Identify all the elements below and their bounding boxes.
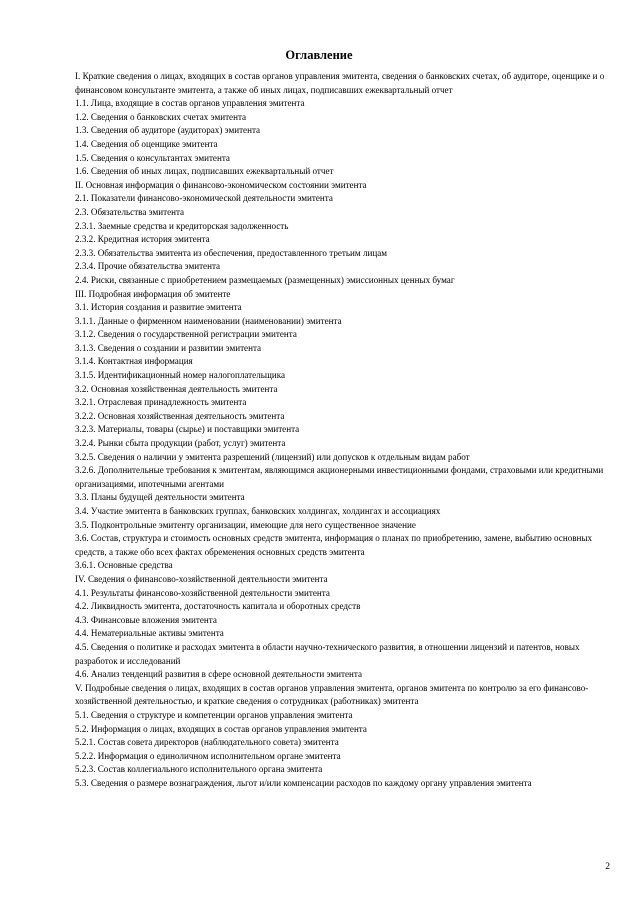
toc-entry: 3.2.5. Сведения о наличии у эмитента разрешений (лицензий) или допусков к отдельным видам работ	[75, 451, 470, 462]
toc-entry: 3.2. Основная хозяйственная деятельность эмитента	[75, 383, 278, 394]
page-number: 2	[605, 862, 610, 872]
toc-entry: 5.1. Сведения о структуре и компетенции органов управления эмитента	[75, 709, 353, 720]
toc-entry: 4.5. Сведения о политике и расходах эмитента в области научно-технического развития, в отношении лицензий и патентов, новых разработок и исследований	[75, 641, 580, 666]
toc-entry: 3.3. Планы будущей деятельности эмитента	[75, 492, 245, 503]
toc-entry: 3.6. Состав, структура и стоимость основных средств эмитента, информация о планах по приобретению, замене, выбытию основных средств, а также обо всех фактах обременения основных средств эмитента	[75, 533, 593, 557]
toc-entry: 3.6.1. Основные средства	[75, 560, 173, 571]
toc-entry: 5.2. Информация о лицах, входящих в состав органов управления эмитента	[75, 723, 367, 734]
table-of-contents	[75, 70, 613, 790]
toc-entry: 3.2.3. Материалы, товары (сырье) и поставщики эмитента	[75, 424, 300, 435]
toc-entry: 1.3. Сведения об аудиторе (аудиторах) эмитента	[75, 125, 261, 136]
toc-entry: I. Краткие сведения о лицах, входящих в состав органов управления эмитента, сведения о банковских счетах, об аудиторе, оценщике и о финансовом консультанте эмитента, а также об иных лицах, подписавших ежеквартальный отчет	[75, 71, 605, 95]
toc-entry: 4.3. Финансовые вложения эмитента	[75, 614, 217, 625]
toc-entry: 3.2.1. Отраслевая принадлежность эмитента	[75, 397, 247, 408]
toc-entry: II. Основная информация о финансово-экономическом состоянии эмитента	[75, 179, 367, 190]
toc-entry: 3.1.1. Данные о фирменном наименовании (наименовании) эмитента	[75, 315, 342, 326]
toc-entry: 1.4. Сведения об оценщике эмитента	[75, 138, 218, 149]
toc-entry: 3.4. Участие эмитента в банковских группах, банковских холдингах, холдингах и ассоциациях	[75, 506, 441, 516]
toc-entry: 3.2.2. Основная хозяйственная деятельность эмитента	[75, 410, 285, 421]
toc-entry: 4.4. Нематериальные активы эмитента	[75, 628, 224, 639]
toc-entry: 4.1. Результаты финансово-хозяйственной деятельности эмитента	[75, 587, 330, 598]
toc-entry: 1.5. Сведения о консультантах эмитента	[75, 152, 230, 163]
toc-entry: 3.1. История создания и развитие эмитента	[75, 302, 242, 313]
toc-entry: 2.3.4. Прочие обязательства эмитента	[75, 261, 221, 272]
toc-entry: 5.2.1. Состав совета директоров (наблюдательного совета) эмитента	[75, 737, 339, 748]
toc-entry: 2.3. Обязательства эмитента	[75, 206, 185, 217]
toc-entry: 3.1.4. Контактная информация	[75, 356, 193, 367]
toc-entry: 5.3. Сведения о размере вознаграждения, льгот и/или компенсации расходов по каждому органу управления эмитента	[75, 777, 532, 788]
toc-entry: IV. Сведения о финансово-хозяйственной деятельности эмитента	[75, 573, 328, 584]
page-title: Оглавление	[285, 48, 353, 62]
toc-entry: 3.1.5. Идентификационный номер налогоплательщика	[75, 370, 286, 381]
toc-entry: 3.2.6. Дополнительные требования к эмитентам, являющимся акционерными инвестиционными фондами, страховыми или кредитными организациями, ипотечными агентами	[75, 465, 604, 489]
toc-entry: 1.2. Сведения о банковских счетах эмитента	[75, 111, 247, 122]
toc-entry: 5.2.3. Состав коллегиального исполнительного органа эмитента	[75, 764, 323, 775]
toc-entry: 4.2. Ликвидность эмитента, достаточность капитала и оборотных средств	[75, 601, 361, 612]
toc-entry: 4.6. Анализ тенденций развития в сфере основной деятельности эмитента	[75, 669, 362, 680]
toc-entry: 1.1. Лица, входящие в состав органов управления эмитента	[75, 98, 305, 109]
toc-entry: III. Подробная информация об эмитенте	[75, 288, 231, 299]
toc-entry: 3.5. Подконтрольные эмитенту организации, имеющие для него существенное значение	[75, 519, 416, 530]
toc-entry: V. Подробные сведения о лицах, входящих в состав органов управления эмитента, органов эмитента по контролю за его финансово-хозяйственной деятельностью, и краткие сведения о сотрудниках (работниках) эмитента	[75, 682, 589, 707]
toc-entry: 2.1. Показатели финансово-экономической деятельности эмитента	[75, 193, 333, 204]
toc-entry: 2.3.3. Обязательства эмитента из обеспечения, предоставленного третьим лицам	[75, 247, 388, 258]
toc-entry: 3.1.2. Сведения о государственной регистрации эмитента	[75, 329, 297, 340]
toc-entry: 3.2.4. Рынки сбыта продукции (работ, услуг) эмитента	[75, 438, 286, 449]
toc-entry: 2.3.1. Заемные средства и кредиторская задолженность	[75, 220, 289, 231]
toc-entry: 3.1.3. Сведения о создании и развитии эмитента	[75, 342, 262, 353]
toc-entry: 1.6. Сведения об иных лицах, подписавших ежеквартальный отчет	[75, 166, 334, 177]
toc-entry: 2.3.2. Кредитная история эмитента	[75, 234, 210, 245]
toc-entry: 5.2.2. Информация о единоличном исполнительном органе эмитента	[75, 750, 341, 761]
toc-entry: 2.4. Риски, связанные с приобретением размещаемых (размещенных) эмиссионных ценных бумаг	[75, 274, 455, 285]
